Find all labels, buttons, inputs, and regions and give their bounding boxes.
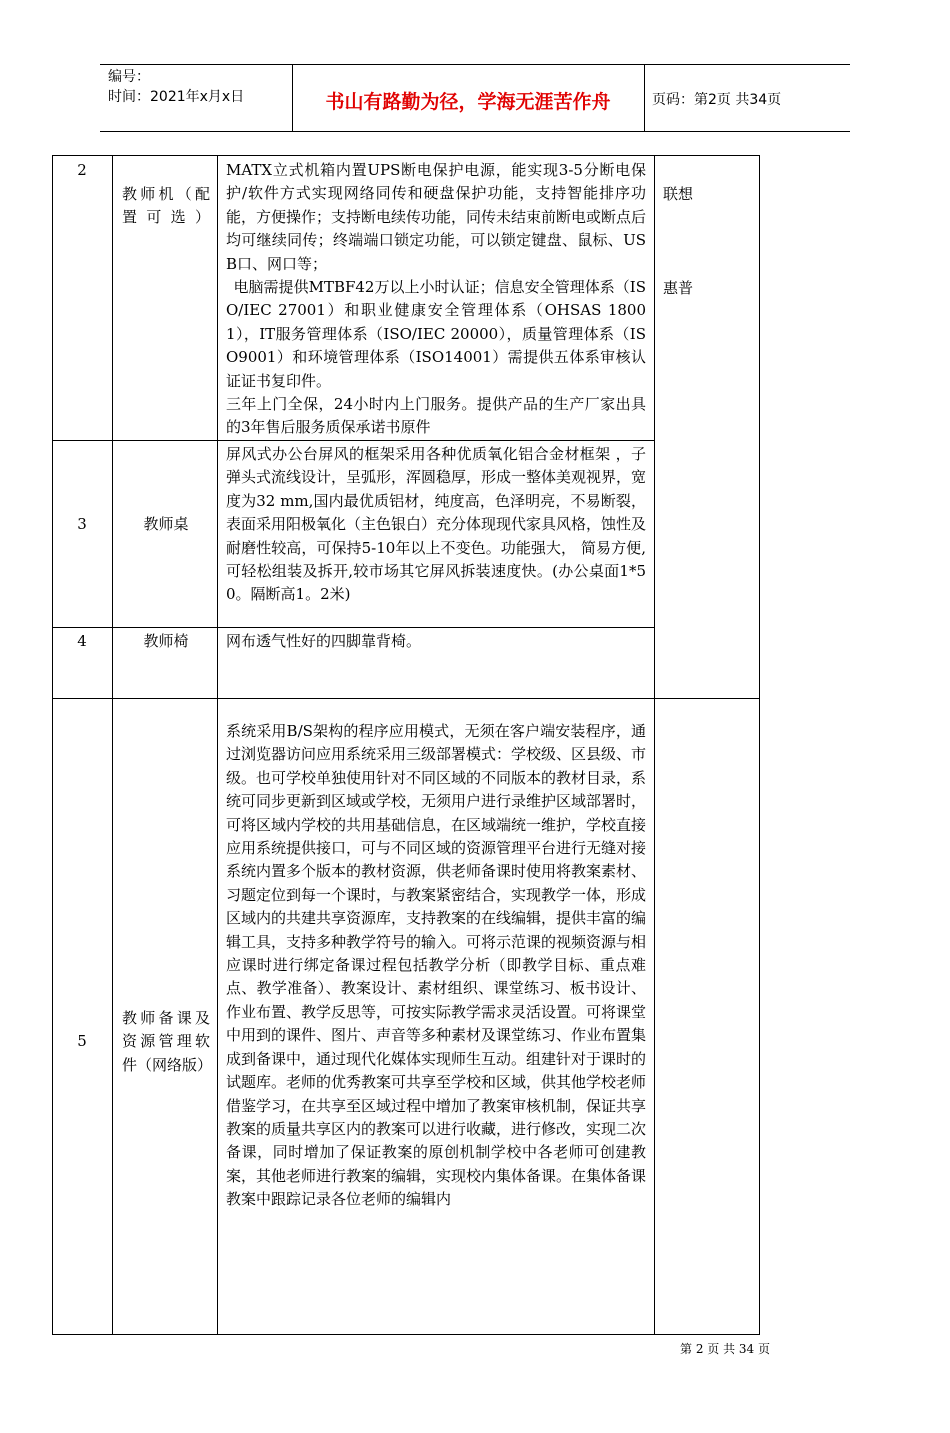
item-description bbox=[226, 720, 646, 1212]
header-slogan: 书山有路勤为径，学海无涯苦作舟 bbox=[325, 91, 611, 113]
item-name: 教师备课及资源管理软件（网络版） bbox=[122, 1009, 213, 1074]
table-row-divider bbox=[52, 627, 655, 628]
table-border bbox=[759, 155, 760, 1335]
description-paragraph: 电脑需提供MTBF42万以上小时认证；信息安全管理体系（ISO/IEC 27001）和职业健康安全管理体系（OHSAS 18001），IT服务管理体系（ISO/IEC 20000），质量管理体系（ISO9001）和环境管理体系（ISO14001）需提供五体系审核认证证书复印件。 bbox=[226, 278, 646, 390]
table-column-divider bbox=[654, 155, 655, 1335]
brand-list bbox=[663, 183, 753, 301]
table-column-divider bbox=[217, 155, 218, 1335]
row-index: 5 bbox=[77, 1032, 87, 1050]
description-paragraph: 网布透气性好的四脚靠背椅。 bbox=[226, 632, 422, 650]
item-description bbox=[226, 443, 646, 607]
brand-name: 联想 bbox=[663, 185, 694, 203]
table-row-divider bbox=[52, 698, 760, 699]
item-name: 教师机（配置可选） bbox=[122, 185, 210, 227]
brand-name: 惠普 bbox=[663, 279, 694, 298]
table-column-divider bbox=[112, 155, 113, 1335]
table-border bbox=[52, 155, 53, 1335]
document-number-label: 编号： bbox=[108, 69, 150, 85]
item-description bbox=[226, 630, 646, 653]
item-name: 教师椅 bbox=[143, 632, 189, 650]
table-border bbox=[52, 1334, 760, 1335]
description-paragraph: 三年上门全保，24小时内上门服务。提供产品的生产厂家出具的3年售后服务质保承诺书原件 bbox=[226, 395, 646, 437]
description-paragraph: 屏风式办公台屏风的框架采用各种优质氧化铝合金材框架 ，子弹头式流线设计，呈弧形，浑圆稳厚，形成一整体美观视界，宽度为32 mm,国内最优质铝材，纯度高，色泽明亮，不易断裂，表面采用阳极氧化（主色银白）充分体现现代家具风格，蚀性及耐磨性较高，可保持5-10年以上不变色。功能强大， 简易方便,可轻松组装及拆开,较市场其它屏风拆装速度快。(办公桌面1*50。隔断高1。2米) bbox=[226, 445, 647, 604]
row-index: 3 bbox=[77, 515, 87, 533]
header-divider bbox=[644, 65, 645, 131]
page-header bbox=[100, 64, 850, 132]
description-paragraph: MATX立式机箱内置UPS断电保护电源，能实现3-5分断电保护/软件方式实现网络同传和硬盘保护功能，支持智能排序功能，方便操作；支持断电续传功能，同传未结束前断电或断点后均可继续同传；终端端口锁定功能，可以锁定键盘、鼠标、USB口、网口等； bbox=[226, 161, 647, 273]
item-description bbox=[226, 159, 646, 440]
header-meta bbox=[108, 67, 244, 107]
row-index: 4 bbox=[77, 632, 87, 650]
header-page-label: 页码：第2页 共34页 bbox=[652, 92, 782, 108]
description-paragraph: 系统采用B/S架构的程序应用模式，无须在客户端安装程序，通过浏览器访问应用系统采用三级部署模式：学校级、区县级、市级。也可学校单独使用针对不同区域的不同版本的教材目录，系统可同步更新到区域或学校，无须用户进行录维护区域部署时，可将区域内学校的共用基础信息，在区域端统一维护，学校直接应用系统提供接口，可与不同区域的资源管理平台进行无缝对接系统内置多个版本的教材资源，供老师备课时使用将教案素材、习题定位到每一个课时，与教案紧密结合，实现教学一体，形成区域内的共建共享资源库，支持教案的在线编辑，提供丰富的编辑工具，支持多种教学符号的输入。可将示范课的视频资源与相应课时进行绑定备课过程包括教学分析（即教学目标、重点难点、教学准备）、教案设计、素材组织、课堂练习、板书设计、作业布置、教学反思等，可按实际教学需求灵活设置。可将课堂中用到的课件、图片、声音等多种素材及课堂练习、作业布置集成到备课中，通过现代化媒体实现师生互动。组建针对于课时的试题库。老师的优秀教案可共享至学校和区域，供其他学校老师借鉴学习，在共享至区域过程中增加了教案审核机制，保证共享教案的质量共享区内的教案可以进行收藏，进行修改，实现二次备课，同时增加了保证教案的原创机制学校中各老师可创建教案，其他老师进行教案的编辑，实现校内集体备课。在集体备课教案中跟踪记录各位老师的编辑内 bbox=[226, 722, 647, 1209]
page-footer: 第 2 页 共 34 页 bbox=[680, 1342, 770, 1356]
row-index: 2 bbox=[77, 161, 87, 179]
item-name: 教师桌 bbox=[143, 515, 189, 533]
table-border bbox=[52, 155, 760, 156]
table-row-divider bbox=[52, 440, 655, 441]
document-time-label: 时间：2021年x月x日 bbox=[108, 89, 245, 105]
spec-table bbox=[52, 155, 760, 1335]
